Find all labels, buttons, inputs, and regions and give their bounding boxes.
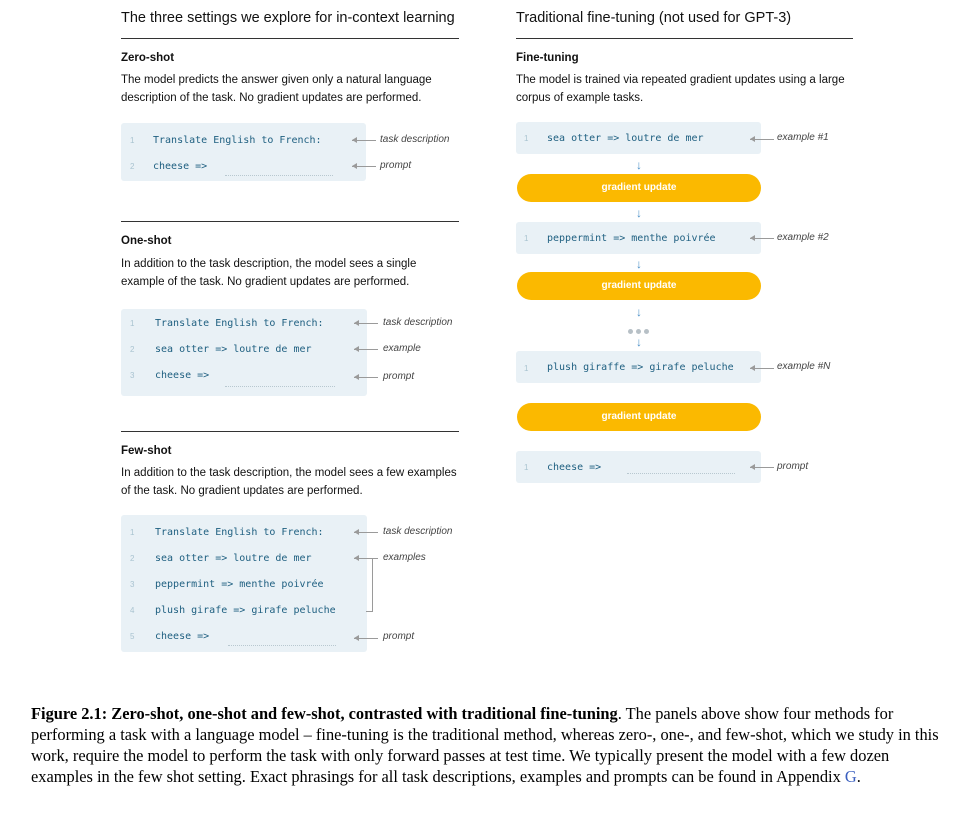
prompt-blank-line [228,645,336,646]
gradient-update-pill: gradient update [517,174,761,202]
left-arrow-icon [750,139,774,140]
examples-bracket [366,558,373,612]
fine-tuning-title: Fine-tuning [516,52,579,64]
line-number: 1 [524,463,529,472]
right-panel-title: Traditional fine-tuning (not used for GPT-3) [516,10,792,26]
left-arrow-icon [354,377,378,378]
down-arrow-icon: ↓ [636,335,642,349]
annotation-example: example [383,343,421,354]
line-number: 1 [130,528,135,537]
line-number: 1 [524,134,529,143]
line-number: 2 [130,554,135,563]
left-panel-rule [121,38,459,39]
left-arrow-icon [750,368,774,369]
code-line-example: sea otter => loutre de mer [547,133,704,144]
code-line-example: peppermint => menthe poivrée [155,579,324,590]
line-number: 1 [524,234,529,243]
gradient-update-pill: gradient update [517,272,761,300]
caption-text-end: . [856,767,861,786]
code-line-example: plush giraffe => girafe peluche [547,362,734,373]
down-arrow-icon: ↓ [636,158,642,172]
annotation-example-n: example #N [777,361,831,372]
down-arrow-icon: ↓ [636,305,642,319]
right-panel-rule [516,38,853,39]
annotation-task-description: task description [383,526,453,537]
gradient-update-pill: gradient update [517,403,761,431]
prompt-blank-line [627,473,735,474]
annotation-prompt: prompt [383,371,415,382]
annotation-prompt: prompt [777,461,809,472]
zero-shot-code-box [121,123,366,181]
annotation-prompt: prompt [380,160,412,171]
zero-shot-title: Zero-shot [121,52,175,64]
section-rule [121,431,459,432]
prompt-blank-line [225,386,335,387]
line-number: 1 [130,319,135,328]
code-line-prompt: cheese => [153,161,208,172]
annotation-task-description: task description [380,134,450,145]
one-shot-description: In addition to the task description, the model sees a single example of the task. No gradient updates are performed. [121,258,417,288]
code-line-prompt: cheese => [155,631,210,642]
line-number: 2 [130,345,135,354]
fine-tuning-description: The model is trained via repeated gradient updates using a large corpus of example tasks. [516,74,845,104]
code-line-task-description: Translate English to French: [155,527,324,538]
line-number: 1 [130,136,135,145]
annotation-examples: examples [383,552,426,563]
code-line-example: peppermint => menthe poivrée [547,233,716,244]
annotation-task-description: task description [383,317,453,328]
caption-label: Figure 2.1: Zero-shot, one-shot and few-shot, contrasted with traditional fine-tuning [31,704,618,723]
annotation-example-1: example #1 [777,132,829,143]
annotation-prompt: prompt [383,631,415,642]
line-number: 4 [130,606,135,615]
code-line-example: plush girafe => girafe peluche [155,605,336,616]
down-arrow-icon: ↓ [636,206,642,220]
left-arrow-icon [354,638,378,639]
left-arrow-icon [352,140,376,141]
caption-text: . The panels above show four methods for performing a task with a language model – fine-tuning is the traditional method, whereas zero-, one-, and few-shot, which we study in this work, require the model to perform the task with only forward passes at test time. We typically present the model with a few dozen examples in the few shot setting. Exact phrasings for all task descriptions, examples and prompts can be found in Appendix [31,704,939,786]
figure-caption [31,703,943,787]
code-line-task-description: Translate English to French: [155,318,324,329]
line-number: 3 [130,371,135,380]
section-rule [121,221,459,222]
few-shot-description: In addition to the task description, the model sees a few examples of the task. No gradient updates are performed. [121,467,457,497]
left-arrow-icon [354,349,378,350]
zero-shot-description: The model predicts the answer given only a natural language description of the task. No gradient updates are performed. [121,74,432,104]
left-panel-title: The three settings we explore for in-context learning [121,10,455,26]
appendix-link[interactable]: G [844,767,857,786]
left-arrow-icon [354,323,378,324]
line-number: 5 [130,632,135,641]
left-arrow-icon [750,467,774,468]
down-arrow-icon: ↓ [636,257,642,271]
code-line-task-description: Translate English to French: [153,135,322,146]
code-line-example: sea otter => loutre de mer [155,553,312,564]
code-line-example: sea otter => loutre de mer [155,344,312,355]
left-arrow-icon [750,238,774,239]
left-arrow-icon [354,532,378,533]
line-number: 1 [524,364,529,373]
code-line-prompt: cheese => [155,370,210,381]
line-number: 2 [130,162,135,171]
few-shot-title: Few-shot [121,445,172,457]
one-shot-title: One-shot [121,235,172,247]
line-number: 3 [130,580,135,589]
code-line-prompt: cheese => [547,462,602,473]
prompt-blank-line [225,175,333,176]
left-arrow-icon [352,166,376,167]
annotation-example-2: example #2 [777,232,829,243]
